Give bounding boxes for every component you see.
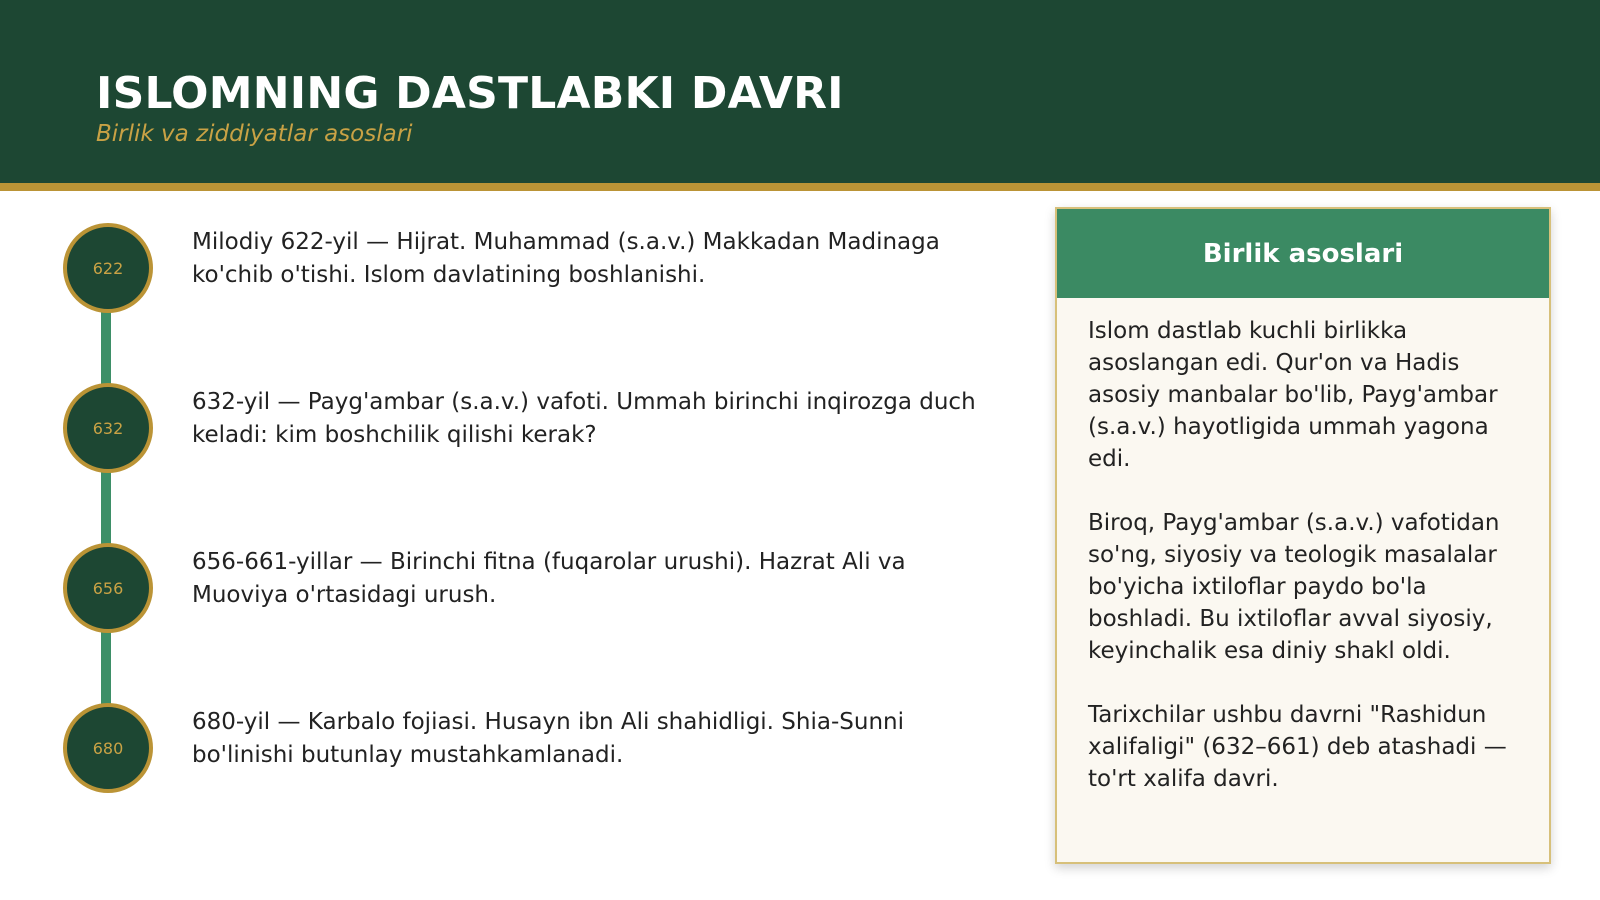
timeline-line (101, 268, 111, 748)
info-panel (1055, 207, 1551, 864)
timeline-marker-622 (63, 223, 153, 313)
timeline-event-text: 680-yil — Karbalo fojiasi. Husayn ibn Ali shahidligi. Shia-Sunni bo'linishi butunlay mustahkamlanadi. (192, 709, 904, 768)
page-subtitle: Birlik va ziddiyatlar asoslari (96, 121, 413, 147)
page-title: ISLOMNING DASTLABKI DAVRI (96, 68, 844, 119)
header-divider (0, 183, 1600, 191)
info-paragraph: Islom dastlab kuchli birlikka asoslangan edi. Qur'on va Hadis asosiy manbalar bo'lib, Payg'ambar (s.a.v.) hayotligida ummah yagona edi. (1088, 318, 1498, 472)
timeline-year: 632 (92, 418, 124, 438)
info-panel-body (1088, 315, 1528, 827)
info-panel-header (1057, 209, 1549, 298)
timeline-marker-680 (63, 703, 153, 793)
timeline-event-text: 656-661-yillar — Birinchi fitna (fuqarolar urushi). Hazrat Ali va Muoviya o'rtasidagi urush. (192, 549, 906, 608)
timeline-year: 656 (92, 578, 124, 598)
timeline-year: 622 (92, 258, 124, 278)
info-paragraph: Biroq, Payg'ambar (s.a.v.) vafotidan so'ng, siyosiy va teologik masalalar bo'yicha ixtiloflar paydo bo'la boshladi. Bu ixtiloflar avval siyosiy, keyinchalik esa diniy shakl oldi. (1088, 510, 1500, 664)
info-panel-title: Birlik asoslari (1202, 238, 1404, 269)
info-paragraph: Tarixchilar ushbu davrni "Rashidun xalifaligi" (632–661) deb atashadi — to'rt xalifa davri. (1088, 702, 1507, 792)
header-band (0, 0, 1600, 183)
timeline-year: 680 (92, 738, 124, 758)
timeline-marker-656 (63, 543, 153, 633)
timeline-event-text: Milodiy 622-yil — Hijrat. Muhammad (s.a.v.) Makkadan Madinaga ko'chib o'tishi. Islom davlatining boshlanishi. (192, 229, 940, 288)
timeline-marker-632 (63, 383, 153, 473)
timeline-event-text: 632-yil — Payg'ambar (s.a.v.) vafoti. Ummah birinchi inqirozga duch keladi: kim boshchilik qilishi kerak? (192, 389, 976, 448)
